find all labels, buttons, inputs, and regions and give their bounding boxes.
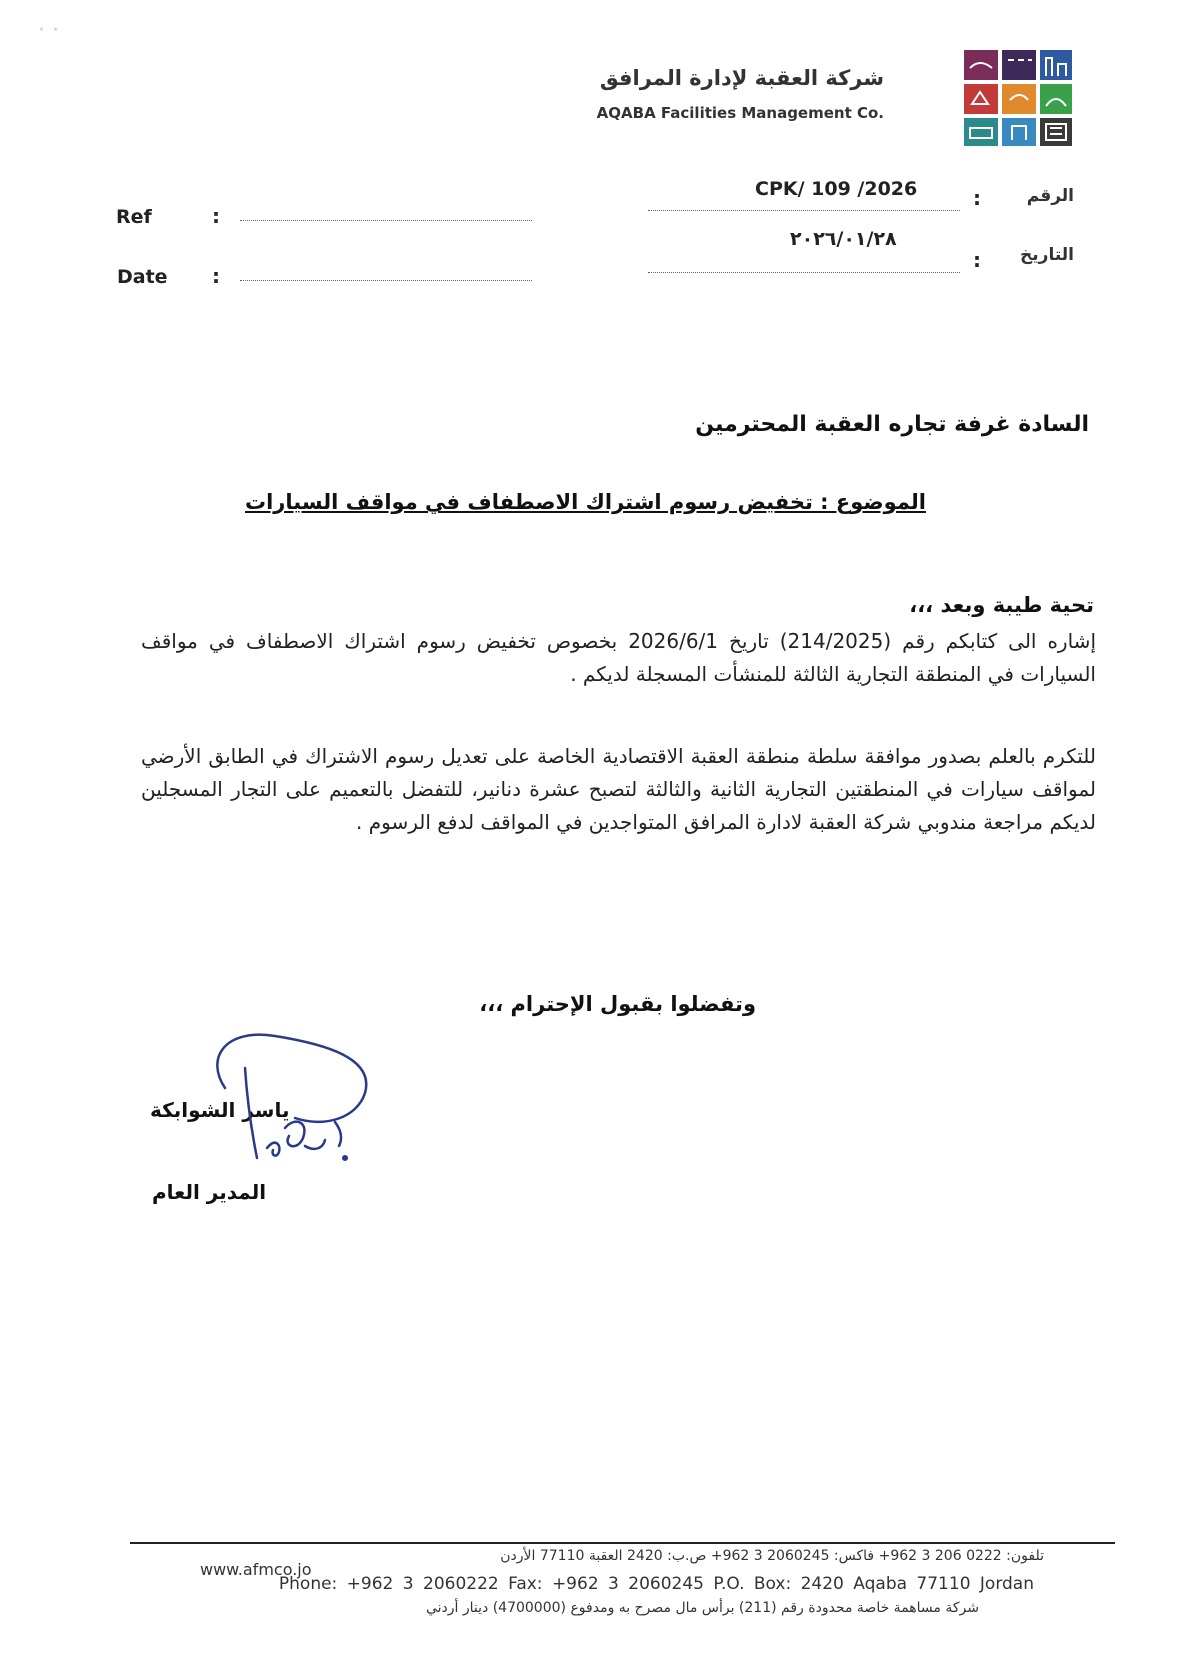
footer-website: www.afmco.jo [200, 1560, 312, 1579]
body-paragraph-1: إشاره الى كتابكم رقم (214/2025) تاريخ 2026/6/1 بخصوص تخفيض رسوم اشتراك الاصطفاف في مواقف السيارات في المنطقة التجارية الثالثة للمنشأت المسجلة لديكم . [141, 629, 1096, 686]
signatory-title: المدير العام [152, 1180, 267, 1204]
addressee: السادة غرفة تجاره العقبة المحترمين [695, 412, 1089, 437]
handwritten-signature-icon [185, 1018, 385, 1188]
greeting: تحية طيبة وبعد ،،، [909, 593, 1094, 617]
date-label: Date [117, 266, 168, 288]
footer-contact-english: Phone: +962 3 2060222 Fax: +962 3 2060245 P.O. Box: 2420 Aqaba 77110 Jordan [278, 1574, 1034, 1594]
date-value-dotted-line [648, 272, 960, 273]
ref-label: Ref [116, 206, 152, 228]
subject-line: الموضوع : تخفيض رسوم اشتراك الاصطفاف في مواقف السيارات [244, 490, 926, 514]
closing-line: وتفضلوا بقبول الإحترام ،،، [479, 992, 756, 1016]
ref-number-dotted-line [648, 210, 960, 211]
afmco-tile-logo-icon [962, 48, 1074, 148]
date-dotted-line [240, 280, 532, 281]
date-value: ٢٠٢٦/٠١/٢٨ [790, 228, 897, 250]
company-name-arabic: شركة العقبة لإدارة المرافق [599, 66, 884, 90]
footer-legal-arabic: شركة مساهمة خاصة محدودة رقم (211) برأس مال مصرح به ومدفوع (4700000) دينار أردني [425, 1600, 979, 1616]
date-colon: : [212, 264, 220, 288]
footer-contact-arabic: تلفون: 0222 206 3 962+ فاكس: 2060245 3 962+ ص.ب: 2420 العقبة 77110 الأردن [500, 1548, 1044, 1564]
footer-divider [130, 1542, 1115, 1544]
signatory-name: ياسر الشوابكة [150, 1098, 290, 1122]
date-label-arabic: التاريخ [1020, 245, 1074, 265]
company-name-english: AQABA Facilities Management Co. [596, 104, 884, 122]
ref-label-arabic: الرقم [1026, 186, 1074, 206]
ref-colon-arabic: : [973, 186, 981, 210]
scan-artifact: · · [38, 18, 59, 43]
ref-number-value: CPK/ 109 /2026 [755, 178, 918, 200]
date-colon-arabic: : [973, 248, 981, 272]
ref-dotted-line [240, 220, 532, 221]
body-paragraph-2: للتكرم بالعلم بصدور موافقة سلطة منطقة العقبة الاقتصادية الخاصة على تعديل رسوم الاشتراك في الطابق الأرضي لمواقف سيارات في المنطقتين التجارية الثانية والثالثة لتصبح عشرة دنانير، للتفضل بالتعميم على التجار المسجلين لديكم مراجعة مندوبي شركة العقبة لادارة المرافق المتواجدين في المواقف لدفع الرسوم . [141, 744, 1096, 834]
ref-colon: : [212, 204, 220, 228]
